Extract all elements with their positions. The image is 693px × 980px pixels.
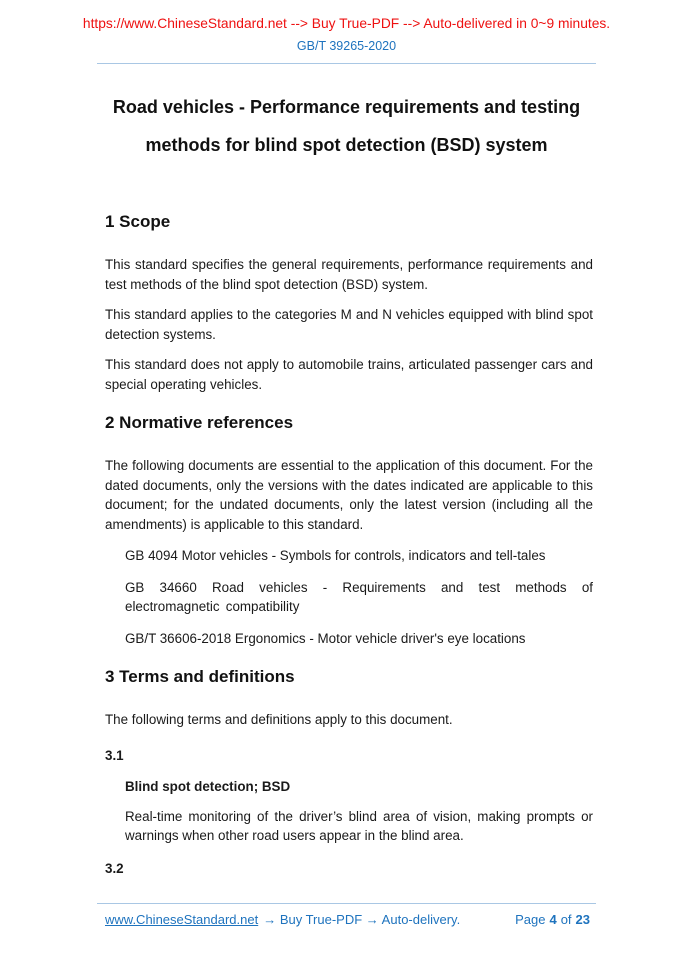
page-header [0,0,693,64]
section-heading-terms-definitions: 3 Terms and definitions [105,667,295,686]
footer-tagline: → Buy True-PDF → Auto-delivery. [263,912,461,927]
scope-paragraph: This standard applies to the categories M and N vehicles equipped with blind spot detection systems. [105,307,593,342]
scope-paragraph: This standard specifies the general requirements, performance requirements and test methods of the blind spot detection (BSD) system. [105,257,593,292]
reference-entry: GB/T 36606-2018 Ergonomics - Motor vehicle driver's eye locations [125,630,526,646]
term-number: 3.1 [105,747,124,763]
page-footer [0,903,693,928]
terms-intro-paragraph: The following terms and definitions apply to this document. [105,712,453,727]
reference-entry: GB 34660 Road vehicles - Requirements and test methods of electromagnetic compatibility [125,579,593,614]
term-number: 3.2 [105,860,124,876]
term-definition: Real-time monitoring of the driver’s blind area of vision, making prompts or warnings when other road users appear in the blind area. [125,808,593,843]
page-label: Page [515,912,546,927]
page-indicator [511,911,590,928]
footer-site-link[interactable]: www.ChineseStandard.net [105,912,259,927]
footer-left [105,911,460,928]
page-total-number: 23 [575,912,590,927]
document-body [105,211,593,878]
section-heading-scope: 1 Scope [105,212,171,231]
document-title [0,88,693,164]
header-divider [97,63,596,64]
scope-paragraph: This standard does not apply to automobile trains, articulated passenger cars and special operating vehicles. [105,357,593,392]
section-heading-normative-references: 2 Normative references [105,413,294,432]
term-name: Blind spot detection; BSD [125,778,291,794]
page-current-number: 4 [549,912,557,927]
document-title-line1: Road vehicles - Performance requirements and testing [112,97,581,117]
document-title-line2: methods for blind spot detection (BSD) system [145,135,548,155]
standard-number: GB/T 39265-2020 [296,39,397,53]
promo-link[interactable]: https://www.ChineseStandard.net --> Buy True-PDF --> Auto-delivered in 0~9 minutes. [82,16,611,31]
page-of-label: of [560,912,572,927]
normative-intro-paragraph: The following documents are essential to the application of this document. For the dated documents, only the versions with the dates indicated are applicable to this document; for the undated documents, only the latest version (including all the amendments) is applicable to this standard. [105,458,593,532]
footer-row [105,911,590,928]
reference-entry: GB 4094 Motor vehicles - Symbols for controls, indicators and tell-tales [125,548,546,563]
footer-divider [97,903,596,904]
